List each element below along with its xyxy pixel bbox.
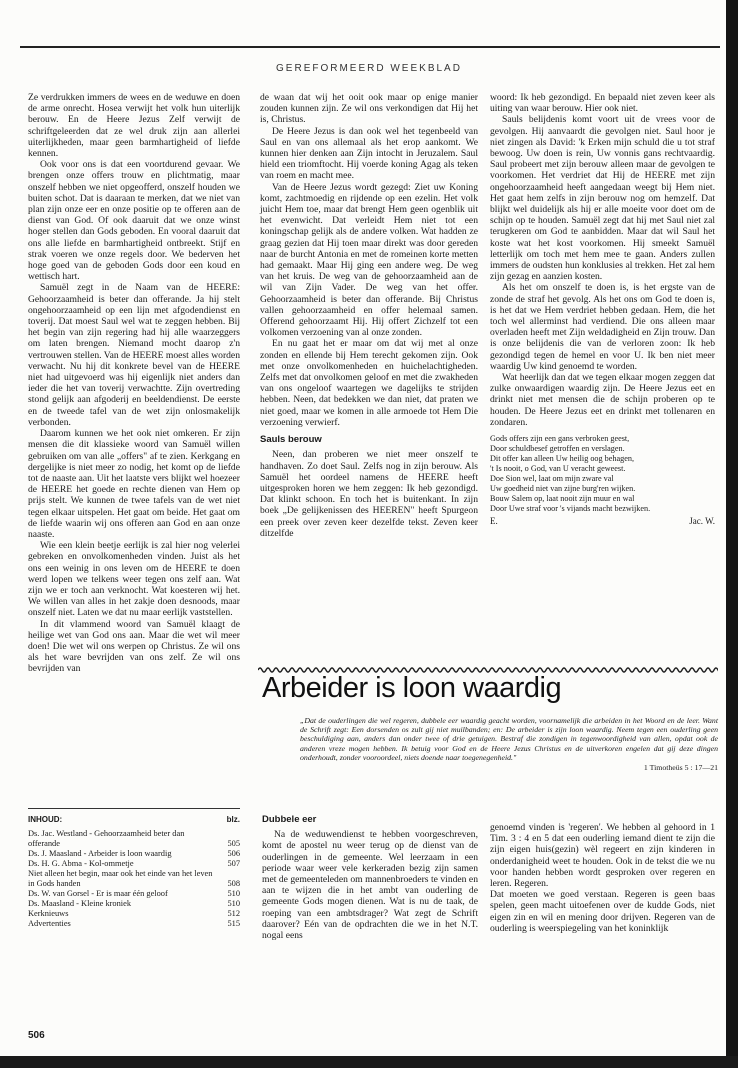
paragraph: Na de weduwendienst te hebben voorgeschreven, komt de apostel nu weer terug op de dienst van de ouderlingen in de gemeente. Wel leerzaam in een periode waar weer vele kerkeraden bezig zijn samen met de gemeenteleden om mannenbroeders te vinden en aan te wijzen die in het ambt van ouderling de gemeente Gods mogen dienen. Wat is nu de taak, de roeping van een ambtsdrager? Wat zegt de Schrift daarover? Eén van de opdrachten die we in het N.T. nogal eens (262, 829, 478, 942)
toc-item (28, 909, 240, 919)
toc-item (28, 869, 240, 889)
article-column-2 (260, 92, 478, 539)
verse-line: Dit offer kan alleen Uw heilig oog behagen, (490, 454, 634, 464)
psalm-verse (490, 434, 715, 514)
paragraph: Als het om onszelf te doen is, is het ergste van de zonde de straf het gevolg. Als het ons om God te doen is, is het dat we Hem verdriet hebben gedaan. Hem, die het toch wel allerminst had verdiend. Die ons alleen maar overladen heeft met Zijn weldadigheid en Zijn trouw. Dan is onze belijdenis die van de verloren zoon: Ik heb gezondigd tegen de hemel en voor U. Ik ben niet meer waardig Uw kind genoemd te worden. (490, 282, 715, 372)
signature-initial: E. (490, 516, 498, 527)
toc-item (28, 899, 240, 909)
toc-item (28, 919, 240, 929)
article2-column-left (262, 814, 478, 941)
toc-item (28, 889, 240, 899)
toc-item-page: 506 (227, 849, 240, 858)
motto-reference: 1 Timotheüs 5 : 17—21 (643, 763, 718, 773)
toc-item-title: Ds. W. van Gorsel - Er is maar één geloof (28, 889, 168, 898)
paragraph: Sauls belijdenis komt voort uit de vrees voor de gevolgen. Hij aanvaardt die gevolgen niet. Saul hoor je niet zingen als David: 'k Erken mijn schuld die u tot straf bewoog. Uw doen is rein, Uw vonnis gans rechtvaardig. Saul probeert met zijn berouw alleen maar de gevolgen te voorkomen. Het verdriet dat Hij de HEERE met zijn ongehoorzaamheid heeft aangedaan weegt bij Hem niet. Het gaat hem zelfs in zijn berouw nog om hemzelf. Dat blijkt wel duidelijk als hij er alle moeite voor doet om de schijn op te houden. Samuël zegt dat hij met Saul niet zal terugkeren om God te aanbidden. Maar dat wil Saul het koste wat het kost voorkomen. Hij smeekt Samuël letterlijk om toch met hem mee te gaan. Anders zullen immers de oudsten hun konklusies al trekken. Het zal hem zijn gezag en aanzien kosten. (490, 114, 715, 283)
paragraph: Dat moeten we goed verstaan. Regeren is geen baas spelen, geen macht uitoefenen over de kudde Gods, niet eigen zin en wil en mening door drijven. Regeren van de ouderling is weerspiegeling van het koninklijk (490, 889, 715, 934)
toc-item-title: Ds. J. Maasland - Arbeider is loon waardig (28, 849, 172, 858)
verse-line: Door Uwe straf voor 's vijands macht bezwijken. (490, 504, 651, 514)
toc-heading: INHOUD: (28, 815, 63, 824)
verse-line: 't Is nooit, o God, van U veracht geweest. (490, 464, 626, 474)
article-column-1 (28, 92, 240, 675)
running-header: GEREFORMEERD WEEKBLAD (276, 63, 462, 74)
scan-edge-right (726, 0, 738, 1068)
toc-item (28, 829, 240, 849)
paragraph: In dit vlammend woord van Samuël klaagt de heilige wet van God ons aan. Maar die wet wil meer doen! Die wet wil ons werpen op Christus. Ze wil ons als het ware bevrijden van ons zelf. Ze wil ons bevrijden van (28, 618, 240, 675)
paragraph: genoemd vinden is 'regeren'. We hebben al gehoord in 1 Tim. 3 : 4 en 5 dat een ouderling iemand dient te zijn die zijn eigen huis(gezin) wèl regeert en zijn kinderen in onderdanigheid weet te houden. Ook in de tekst die we nu voor handen hebben wordt gesproken over regeren en leren. Regeren. (490, 822, 715, 890)
table-of-contents (28, 808, 240, 929)
toc-item-title: Advertenties (28, 919, 71, 928)
signature-line (490, 516, 715, 527)
section-subhead: Dubbele eer (262, 814, 317, 825)
paragraph: En nu gaat het er maar om dat wij met al onze zonden en ellende bij Hem terecht gekomen zijn. Ook met onze onvolkomenheden en huichelachtigheden. Zelfs met dat onvolkomen geloof en met die zwakheden van ons ongeloof waartegen we dagelijks te strijden hebben. Neen, dat bedekken we dan niet, dat praten we niet goed, maar we komen in alle armoede tot Hem Die verzoening verwierf. (260, 338, 478, 428)
paragraph: Neen, dan proberen we niet meer onszelf te handhaven. Zo doet Saul. Zelfs nog in zijn berouw. Als Samuël het oordeel namens de HEERE heeft uitgesproken horen we hem zeggen: Ik heb gezondigd. Dat klinkt schoon. En toch het is buitenkant. In zijn boek „De gelijkenissen des HEEREN" heeft Spurgeon een preek over zeven keer dezelfde tekst. Zeven keer ditzelfde (260, 449, 478, 539)
toc-header (28, 815, 240, 825)
paragraph: Van de Heere Jezus wordt gezegd: Ziet uw Koning komt, zachtmoedig en rijdende op een ezelin. Het volk juicht Hem toe, maar dat brengt Hem geen ogenblik uit het evenwicht. Dat verleidt Hem niet tot een koningschap gelijk als de andere volken. Wat hadden ze graag gezien dat Hij toen maar direkt was door gereden naar de burcht Antonia en met de romeinen korte metten had gemaakt. Maar Hij ging een andere weg. De weg van het kruis. De weg van de gehoorzaamheid aan de wil van Zijn Vader. De weg van het offer. Gehoorzaamheid is beter dan offerande. Bij Christus vallen gehoorzaamheid en offer helemaal samen. Offerend gehoorzaamt Hij. Hij offert Zichzelf tot een volkomen verzoening van al onze zonden. (260, 181, 478, 339)
top-rule (20, 46, 720, 48)
article-title: Arbeider is loon waardig (262, 672, 562, 704)
verse-line: Door schuldbesef getroffen en verslagen. (490, 444, 625, 454)
section-subhead: Sauls berouw (260, 434, 322, 446)
paragraph: Ze verdrukken immers de wees en de weduwe en doen de arme onrecht. Hosea verwijt het volk hun uiterlijk berouw. En de Heere Jezus Zelf verwijt de schriftgeleerden dat ze wel druk zijn aan allerlei uiterlijkheden, maar geen barmhartigheid of liefde kennen. (28, 92, 240, 160)
toc-item-page: 510 (227, 889, 240, 898)
paragraph: Wie een klein beetje eerlijk is zal hier nog velerlei gebreken en onvolkomenheden vinden. Juist als het ons een weinig in ons leven om de HEERE te doen werd lopen we telkens weer tegen ons zelf aan. Wat zijn we er toch aan verknocht. Wat koesteren wij het. We willen van alles in het zakje doen desnoods, maar onszelf niet. Laten we dat nu maar eerlijk vaststellen. (28, 540, 240, 619)
toc-item-title: Niet alleen het begin, maar ook het einde van het leven in Gods handen (28, 869, 213, 888)
author-signature: Jac. W. (689, 516, 715, 527)
toc-item-title: Ds. Jac. Westland - Gehoorzaamheid beter dan offerande (28, 829, 185, 848)
paragraph: Samuël zegt in de Naam van de HEERE: Gehoorzaamheid is beter dan offerande. Ja hij stelt ongehoorzaamheid op een lijn met afgodendienst en toverij. Dat moest Saul wel wat te zeggen hebben. Bij het begin van zijn regering had hij alle waarzeggers om laten brengen. Niemand mocht daarop z'n vertrouwen stellen. Van de HEERE moest alles worden verwacht. Nu hij dit konkrete bevel van de HEERE niet had uitgevoerd was hij eigenlijk niet anders dan ieder die het van toverij verwachtte. Zijn overtreding stond gelijk aan afgoderij en beeldendienst. De eerste en de tweede tafel van de wet zijn onlosmakelijk verbonden. (28, 282, 240, 428)
verse-line: Uw goedheid niet van zijne burg'ren wijken. (490, 484, 636, 494)
verse-line: Gods offers zijn een gans verbroken geest, (490, 434, 630, 444)
motto-text: „Dat de ouderlingen die wel regeren, dubbele eer waardig geacht worden, voornamelijk die arbeiden in het Woord en de leer. Want de Schrift zegt: Een dorsenden os zult gij niet muilbanden; en: De arbeider is zijn loon waardig. Neem tegen een ouderling geen beschuldiging aan, anders dan onder twee of drie getuigen. Bestraf die zondigen in tegenwoordigheid van allen, opdat ook de anderen vreze mogen hebben. Ik betuig voor God en de Heere Jezus Christus en de uitverkoren engelen dat gij deze dingen onderhoudt, zonder vooroordeel, niets doende naar toegenegenheid." (300, 716, 718, 762)
paragraph: Ook voor ons is dat een voortdurend gevaar. We brengen onze offers trouw en plichtmatig, maar onszelf hebben we niet opgeofferd, onszelf houden we buiten schot. Dat is daaraan te merken, dat we niet van plan zijn onze eer en onze positie op te offeren aan de dienst van God. Of ook daaruit dat we onze winst hoger stellen dan Gods geboden. En vooral daaruit dat ons alle liefde en barmhartigheid ontbreekt. Stijf en strak voeren we onze regels door. We bederven het hoge goed van de geboden Gods door een koud en wettisch hart. (28, 159, 240, 283)
article2-column-right (490, 822, 715, 934)
paragraph: Daarom kunnen we het ook niet omkeren. Er zijn mensen die dit klassieke woord van Samuël willen gebruiken om van alle „offers" af te zien. Kerkgang en dergelijke is niet meer zo nodig, het komt op de liefde tot de naaste aan. Uit het laatste vers blijkt wel hoezeer de HEERE het goede en rechte dienen van Hem op prijs stelt. We kunnen de twee tafels van de wet niet tegen elkaar uitspelen. Het gaat om beide. Het gaat om de liefde waarin wij ons offeren aan God en aan onze naaste. (28, 428, 240, 540)
toc-item-page: 507 (227, 859, 240, 868)
toc-item-title: Ds. Maasland - Kleine kroniek (28, 899, 132, 908)
toc-item (28, 849, 240, 859)
toc-item-page: 512 (227, 909, 240, 918)
paragraph: de waan dat wij het ooit ook maar op enige manier zouden kunnen zijn. Ze wil ons verkondigen dat Hij het is, Christus. (260, 92, 478, 126)
toc-item-title: Kerknieuws (28, 909, 69, 918)
paragraph: De Heere Jezus is dan ook wel het tegenbeeld van Saul en van ons allemaal als het erop aankomt. We kunnen hier denken aan Zijn intocht in Jeruzalem. Saul hield een triomftocht. Hij voerde koning Agag als teken van roem en macht mee. (260, 125, 478, 182)
scan-edge-bottom (0, 1056, 738, 1068)
toc-item-page: 508 (227, 879, 240, 888)
verse-line: Doe Sion wel, laat om mijn zware val (490, 474, 614, 484)
verse-line: Bouw Salem op, laat nooit zijn muur en wal (490, 494, 635, 504)
paragraph: woord: Ik heb gezondigd. En bepaald niet zeven keer als uiting van waar berouw. Hier ook niet. (490, 92, 715, 115)
toc-item-page: 510 (227, 899, 240, 908)
toc-page-label: blz. (226, 815, 240, 824)
article-column-3 (490, 92, 715, 527)
toc-item-page: 515 (227, 919, 240, 928)
toc-item-title: Ds. H. G. Abma - Kol-ommetje (28, 859, 134, 868)
toc-item (28, 859, 240, 869)
toc-item-page: 505 (227, 839, 240, 848)
paragraph: Wat heerlijk dan dat we tegen elkaar mogen zeggen dat zulke onwaardigen waardig zijn. De Heere Jezus eet en drinkt niet met mensen die de schijn proberen op te houden. De Heere Jezus eet en drinkt met tollenaren en zondaren. (490, 372, 715, 428)
page-number: 506 (28, 1030, 45, 1041)
scripture-motto (300, 716, 718, 772)
